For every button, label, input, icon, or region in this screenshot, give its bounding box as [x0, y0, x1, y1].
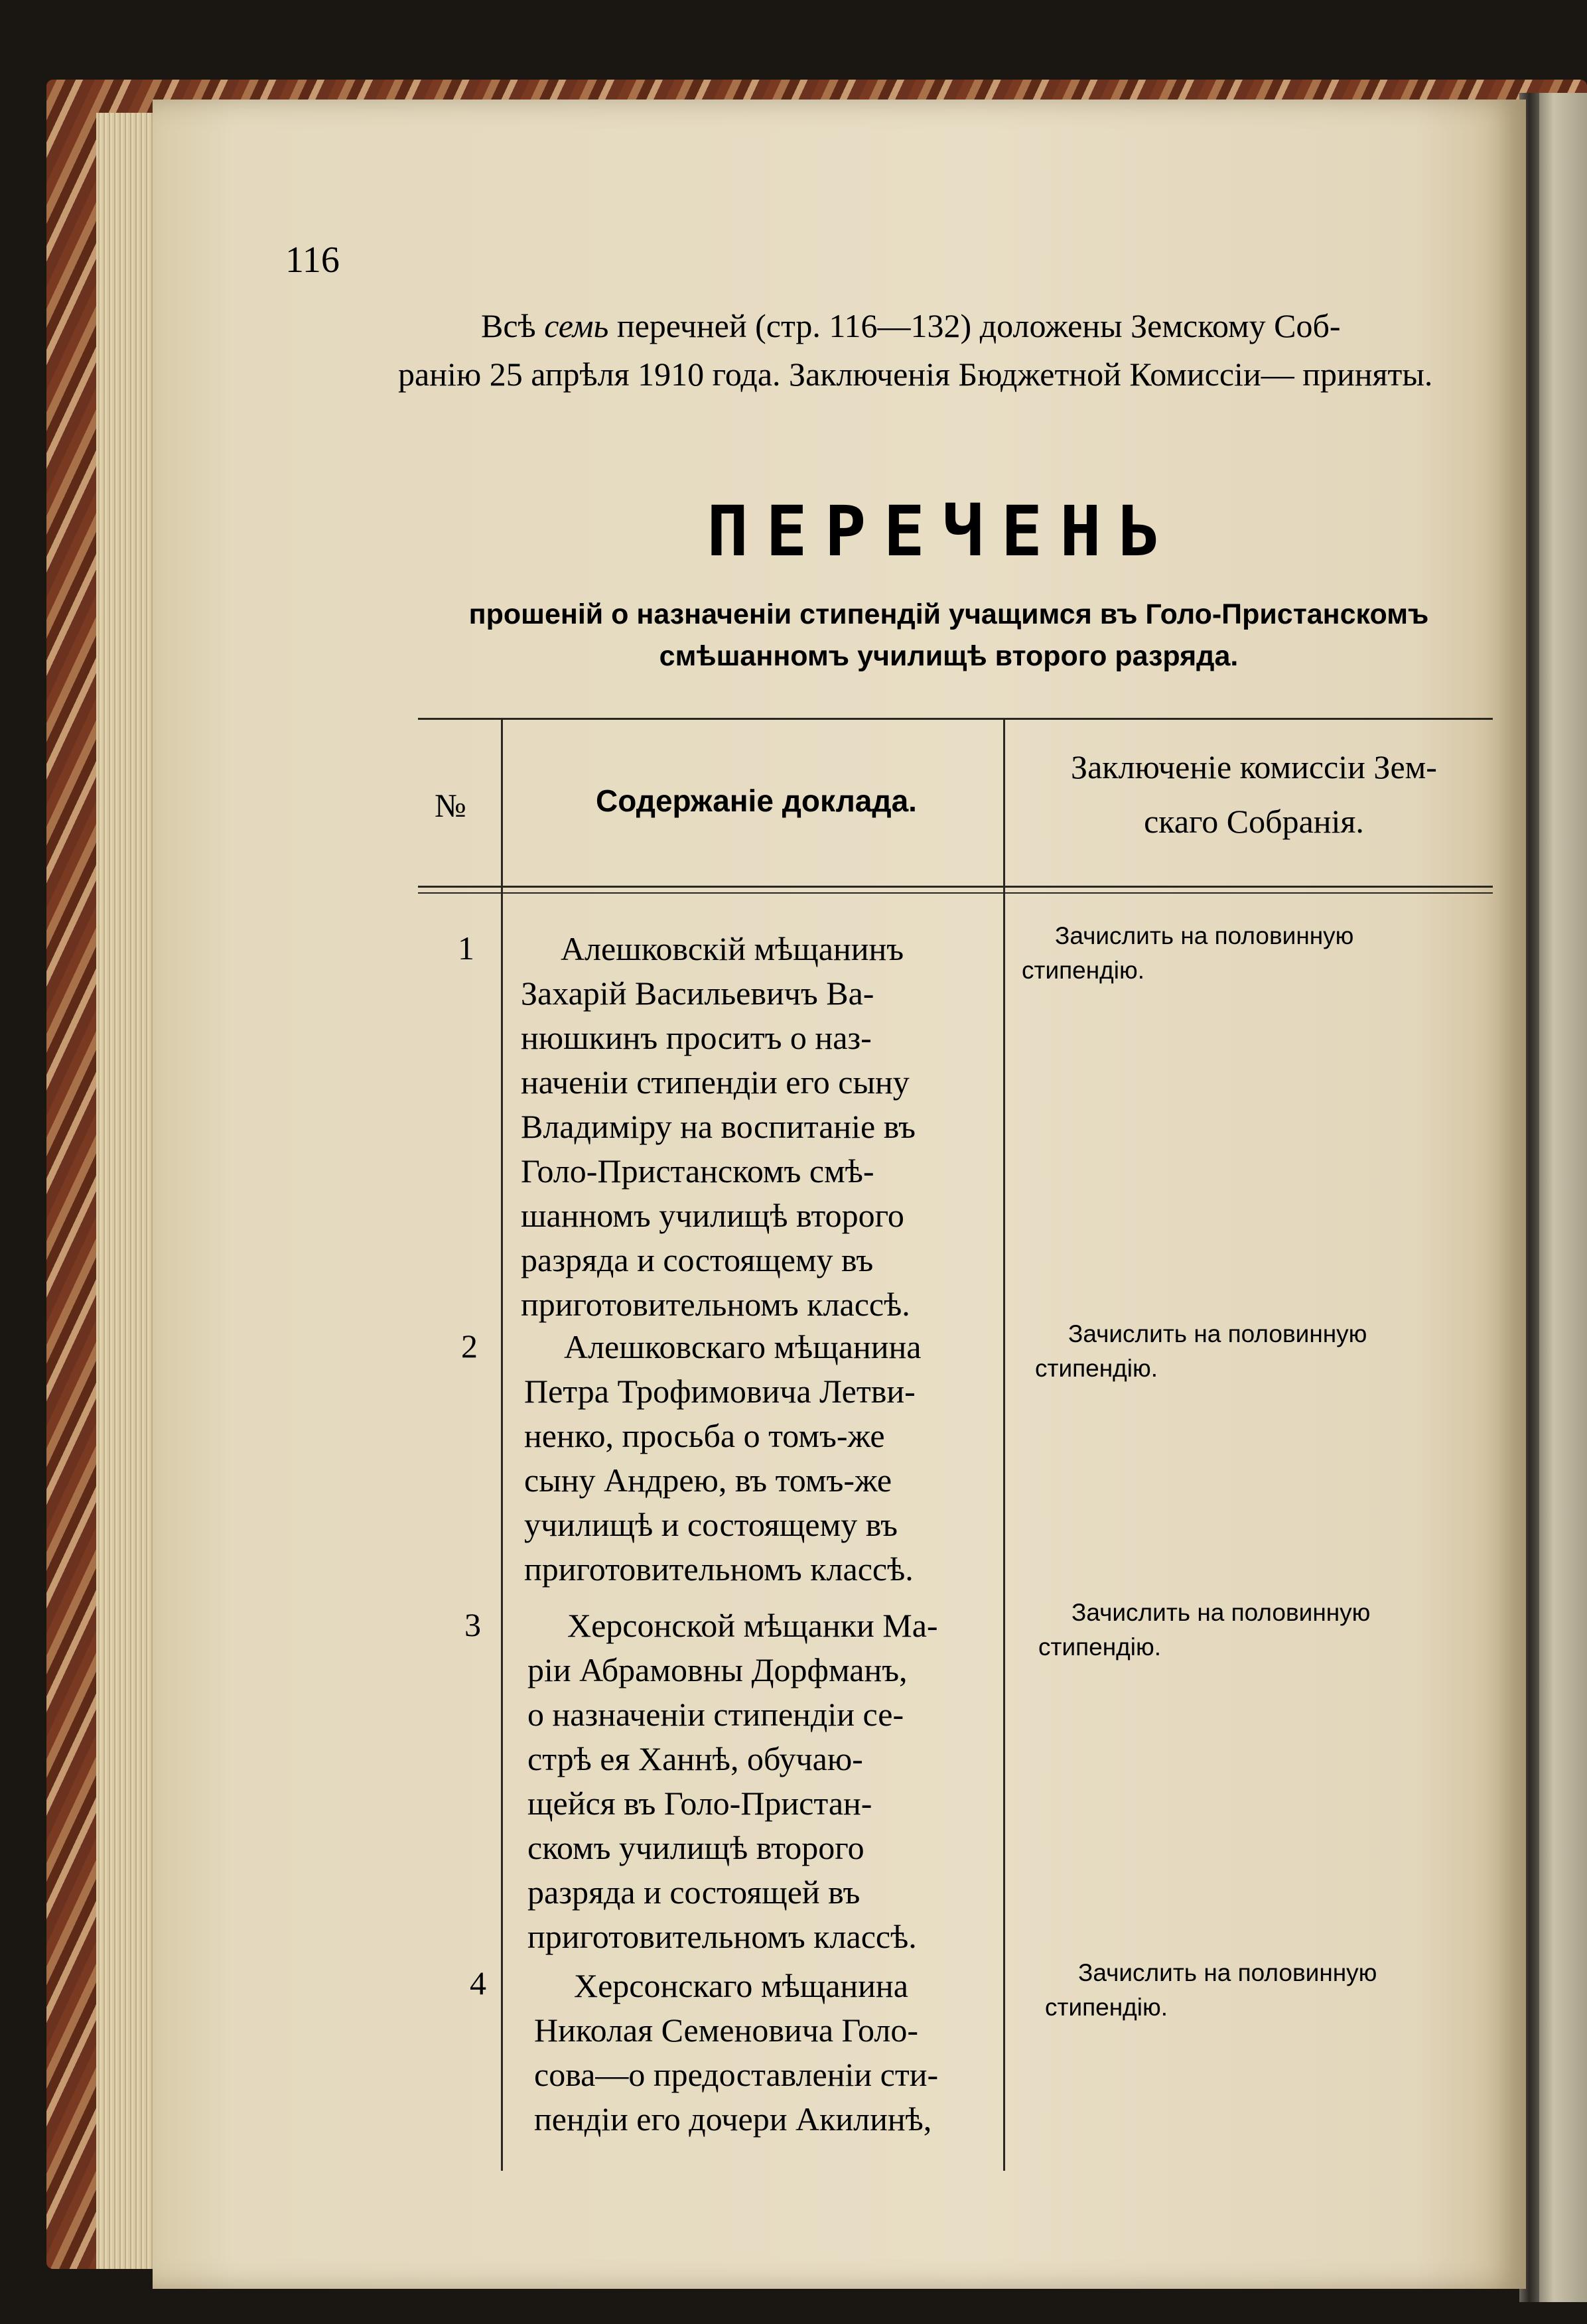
table-header-rule	[418, 886, 1493, 888]
table-header-rule-double	[418, 892, 1493, 894]
intro-paragraph	[398, 302, 1486, 399]
subtitle-line-1: прошеній о назначеніи стипендій учащимся въ Голо-Пристанскомъ	[468, 598, 1429, 630]
text-line: Захарій Васильевичъ Ва-	[521, 975, 874, 1012]
subtitle-line-2: смѣшанномъ училищѣ второго разряда.	[659, 640, 1239, 672]
text-line: училищѣ и состоящему въ	[524, 1506, 898, 1543]
text-line: Голо-Пристанскомъ смѣ-	[521, 1152, 874, 1190]
text-line: стрѣ ея Ханнѣ, обучаю-	[527, 1740, 863, 1777]
text-line: пендіи его дочери Акилинѣ,	[534, 2100, 932, 2138]
facing-page-edge	[1539, 93, 1587, 2302]
table-row-conclusion	[1038, 1596, 1503, 1665]
table-row-num: 1	[458, 929, 474, 967]
conclusion-line: стипендію.	[1045, 1994, 1168, 2021]
text-line: ненко, просьба о томъ-же	[524, 1417, 885, 1454]
text-line: приготовительномъ классѣ.	[521, 1286, 910, 1323]
text-line: разряда и состоящей въ	[527, 1874, 861, 1911]
text-line: сова—о предоставленіи сти-	[534, 2056, 939, 2093]
conclusion-line: стипендію.	[1035, 1355, 1158, 1382]
table-row-conclusion	[1045, 1956, 1509, 2025]
header-conclusion-line-1: Заключеніе комиссіи Зем-	[1071, 748, 1437, 786]
table-row-num: 3	[464, 1606, 481, 1643]
text-line: скомъ училищѣ второго	[527, 1829, 864, 1866]
text-line: о назначеніи стипендіи се-	[527, 1696, 904, 1733]
text-line: Петра Трофимовича Летви-	[524, 1373, 916, 1410]
header-conclusion-line-2: скаго Собранія.	[1144, 803, 1364, 840]
table-header-content: Содержаніе доклада.	[596, 784, 917, 818]
conclusion-line: Зачислить на половинную	[1068, 1320, 1367, 1347]
intro-italic-word: семь	[544, 307, 609, 344]
table-column-divider-num	[501, 718, 503, 2171]
text-line: Николая Семеновича Голо-	[534, 2012, 919, 2049]
table-row-text	[527, 1604, 1018, 1959]
conclusion-line: стипендію.	[1038, 1633, 1161, 1661]
intro-line-3: приняты.	[1302, 356, 1433, 393]
text-line: приготовительномъ классѣ.	[524, 1550, 914, 1588]
intro-line-2: ранію 25 апрѣля 1910 года. Заключенія Бюджетной Комиссіи—	[398, 356, 1294, 393]
table-row-text	[534, 1964, 1025, 2142]
conclusion-line: Зачислить на половинную	[1078, 1959, 1377, 1986]
table-header-num: №	[435, 787, 466, 824]
text-line: щейся въ Голо-Пристан-	[527, 1785, 872, 1822]
text-line: приготовительномъ классѣ.	[527, 1918, 917, 1955]
conclusion-line: Зачислить на половинную	[1055, 922, 1354, 949]
table-row-num: 4	[470, 1964, 486, 2002]
table-row-conclusion	[1022, 919, 1486, 988]
table-row-conclusion	[1035, 1317, 1499, 1386]
conclusion-line: стипендію.	[1022, 957, 1144, 984]
text-line: сыну Андрею, въ томъ-же	[524, 1462, 892, 1499]
conclusion-line: Зачислить на половинную	[1071, 1599, 1371, 1626]
page-number: 116	[285, 239, 340, 281]
text-line: Херсонской мѣщанки Ма-	[567, 1607, 938, 1644]
text-line: наченіи стипендіи его сыну	[521, 1063, 910, 1101]
text-line: Херсонскаго мѣщанина	[574, 1967, 908, 2004]
table-row-text	[521, 927, 1012, 1327]
table-row-num: 2	[461, 1328, 478, 1365]
intro-line-1: Всѣ семь перечней (стр. 116—132) доложены Земскому Соб-	[481, 307, 1341, 344]
table-header-conclusion	[1015, 740, 1493, 849]
text-line: Владиміру на воспитаніе въ	[521, 1108, 916, 1145]
text-line: нюшкинъ проситъ о наз-	[521, 1019, 872, 1056]
page-subtitle	[405, 594, 1493, 677]
table-top-rule	[418, 718, 1493, 720]
text-line: ріи Абрамовны Дорфманъ,	[527, 1651, 908, 1688]
text-line: Алешковскій мѣщанинъ	[561, 930, 904, 967]
text-line: разряда и состоящему въ	[521, 1241, 874, 1278]
text-line: шанномъ училищѣ второго	[521, 1197, 904, 1234]
page-title: ПЕРЕЧЕНЬ	[707, 491, 1178, 572]
text-line: Алешковскаго мѣщанина	[564, 1328, 922, 1365]
table-row-text	[524, 1325, 1015, 1592]
